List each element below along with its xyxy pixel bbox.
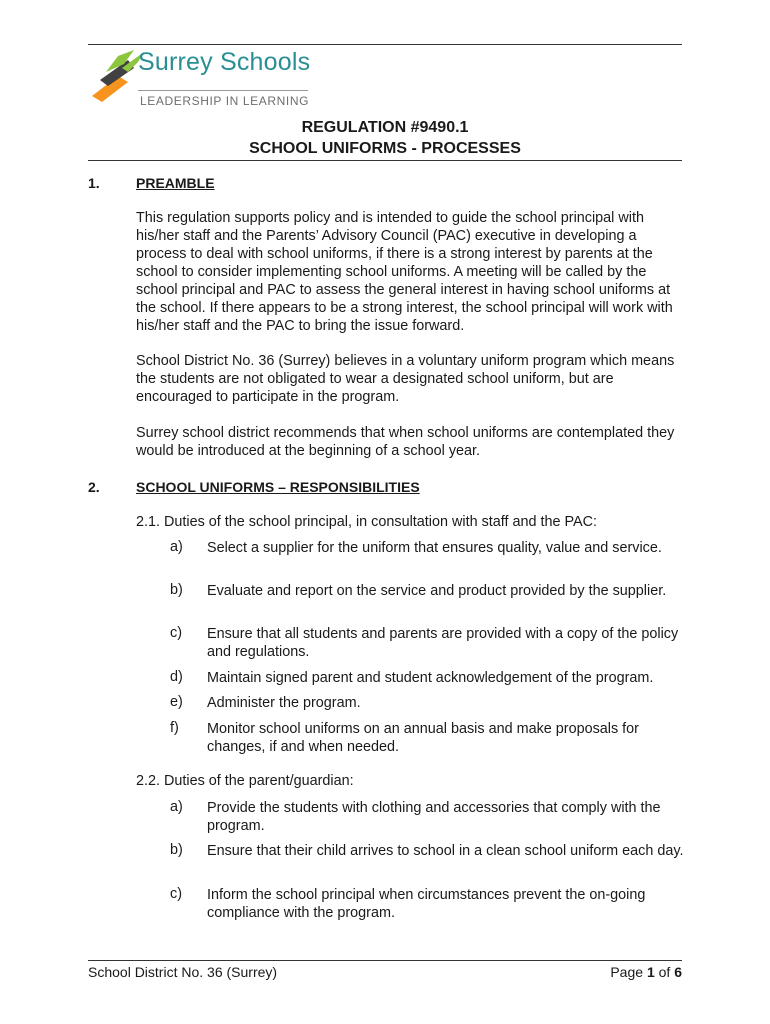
page-word: Page [610,964,644,980]
list-item-letter: f) [170,720,179,736]
list-item: Provide the students with clothing and accessories that comply with the program. [207,800,661,834]
subsection-2-1-label: 2.1. Duties of the school principal, in consultation with staff and the PAC: [136,514,598,530]
section-2-heading: SCHOOL UNIFORMS – RESPONSIBILITIES [136,479,420,495]
logo-divider [138,90,308,91]
preamble-paragraph-2: School District No. 36 (Surrey) believes in a voluntary uniform program which means the students are not obligated to wear a designated school uniform, but are encouraged to participate in the program. [136,353,675,405]
logo-name: Surrey Schools [138,48,311,76]
list-item-letter: c) [170,886,182,902]
list-item: Evaluate and report on the service and product provided by the supplier. [207,583,667,599]
title-rule [88,160,682,161]
list-item: Administer the program. [207,695,361,711]
list-item-letter: a) [170,539,183,555]
page-indicator [610,964,682,980]
preamble-paragraph-1: This regulation supports policy and is intended to guide the school principal with his/her staff and the Parents’ Advisory Council (PAC) executive in developing a process to deal with school uniforms, if there is a strong interest by parents at the school to consider implementing school uniforms. A meeting will be called by the school principal and PAC to assess the general interest in having school uniforms at the school. If there appears to be a strong interest, the school principal will work with his/her staff and the PAC to bring the issue forward. [136,210,673,334]
surrey-schools-logo [88,44,311,110]
list-item-letter: c) [170,625,182,641]
page-total: 6 [674,964,682,980]
list-item: Select a supplier for the uniform that ensures quality, value and service. [207,540,662,556]
list-item: Inform the school principal when circumstances prevent the on-going compliance with the program. [207,887,646,921]
section-1-number: 1. [88,175,100,191]
subsection-2-2-label: 2.2. Duties of the parent/guardian: [136,773,354,789]
document-title: SCHOOL UNIFORMS - PROCESSES [249,140,521,157]
list-item: Maintain signed parent and student acknowledgement of the program. [207,670,654,686]
list-item-letter: e) [170,694,183,710]
logo-tagline: LEADERSHIP IN LEARNING [140,94,310,108]
list-item: Ensure that all students and parents are provided with a copy of the policy and regulations. [207,626,679,660]
list-item-letter: d) [170,669,183,685]
list-item-letter: b) [170,842,183,858]
list-item-letter: a) [170,799,183,815]
regulation-number: REGULATION #9490.1 [301,119,469,136]
page-current: 1 [646,964,655,980]
section-2-number: 2. [88,479,100,495]
section-1-heading: PREAMBLE [136,175,215,191]
list-item: Ensure that their child arrives to school in a clean school uniform each day. [207,843,684,859]
preamble-paragraph-3: Surrey school district recommends that when school uniforms are contemplated they would be introduced at the beginning of a school year. [136,425,675,459]
page-of: of [658,964,671,980]
footer-district: School District No. 36 (Surrey) [88,964,278,980]
list-item-letter: b) [170,582,183,598]
list-item: Monitor school uniforms on an annual basis and make proposals for changes, if and when needed. [207,721,639,755]
footer-rule [88,960,682,961]
